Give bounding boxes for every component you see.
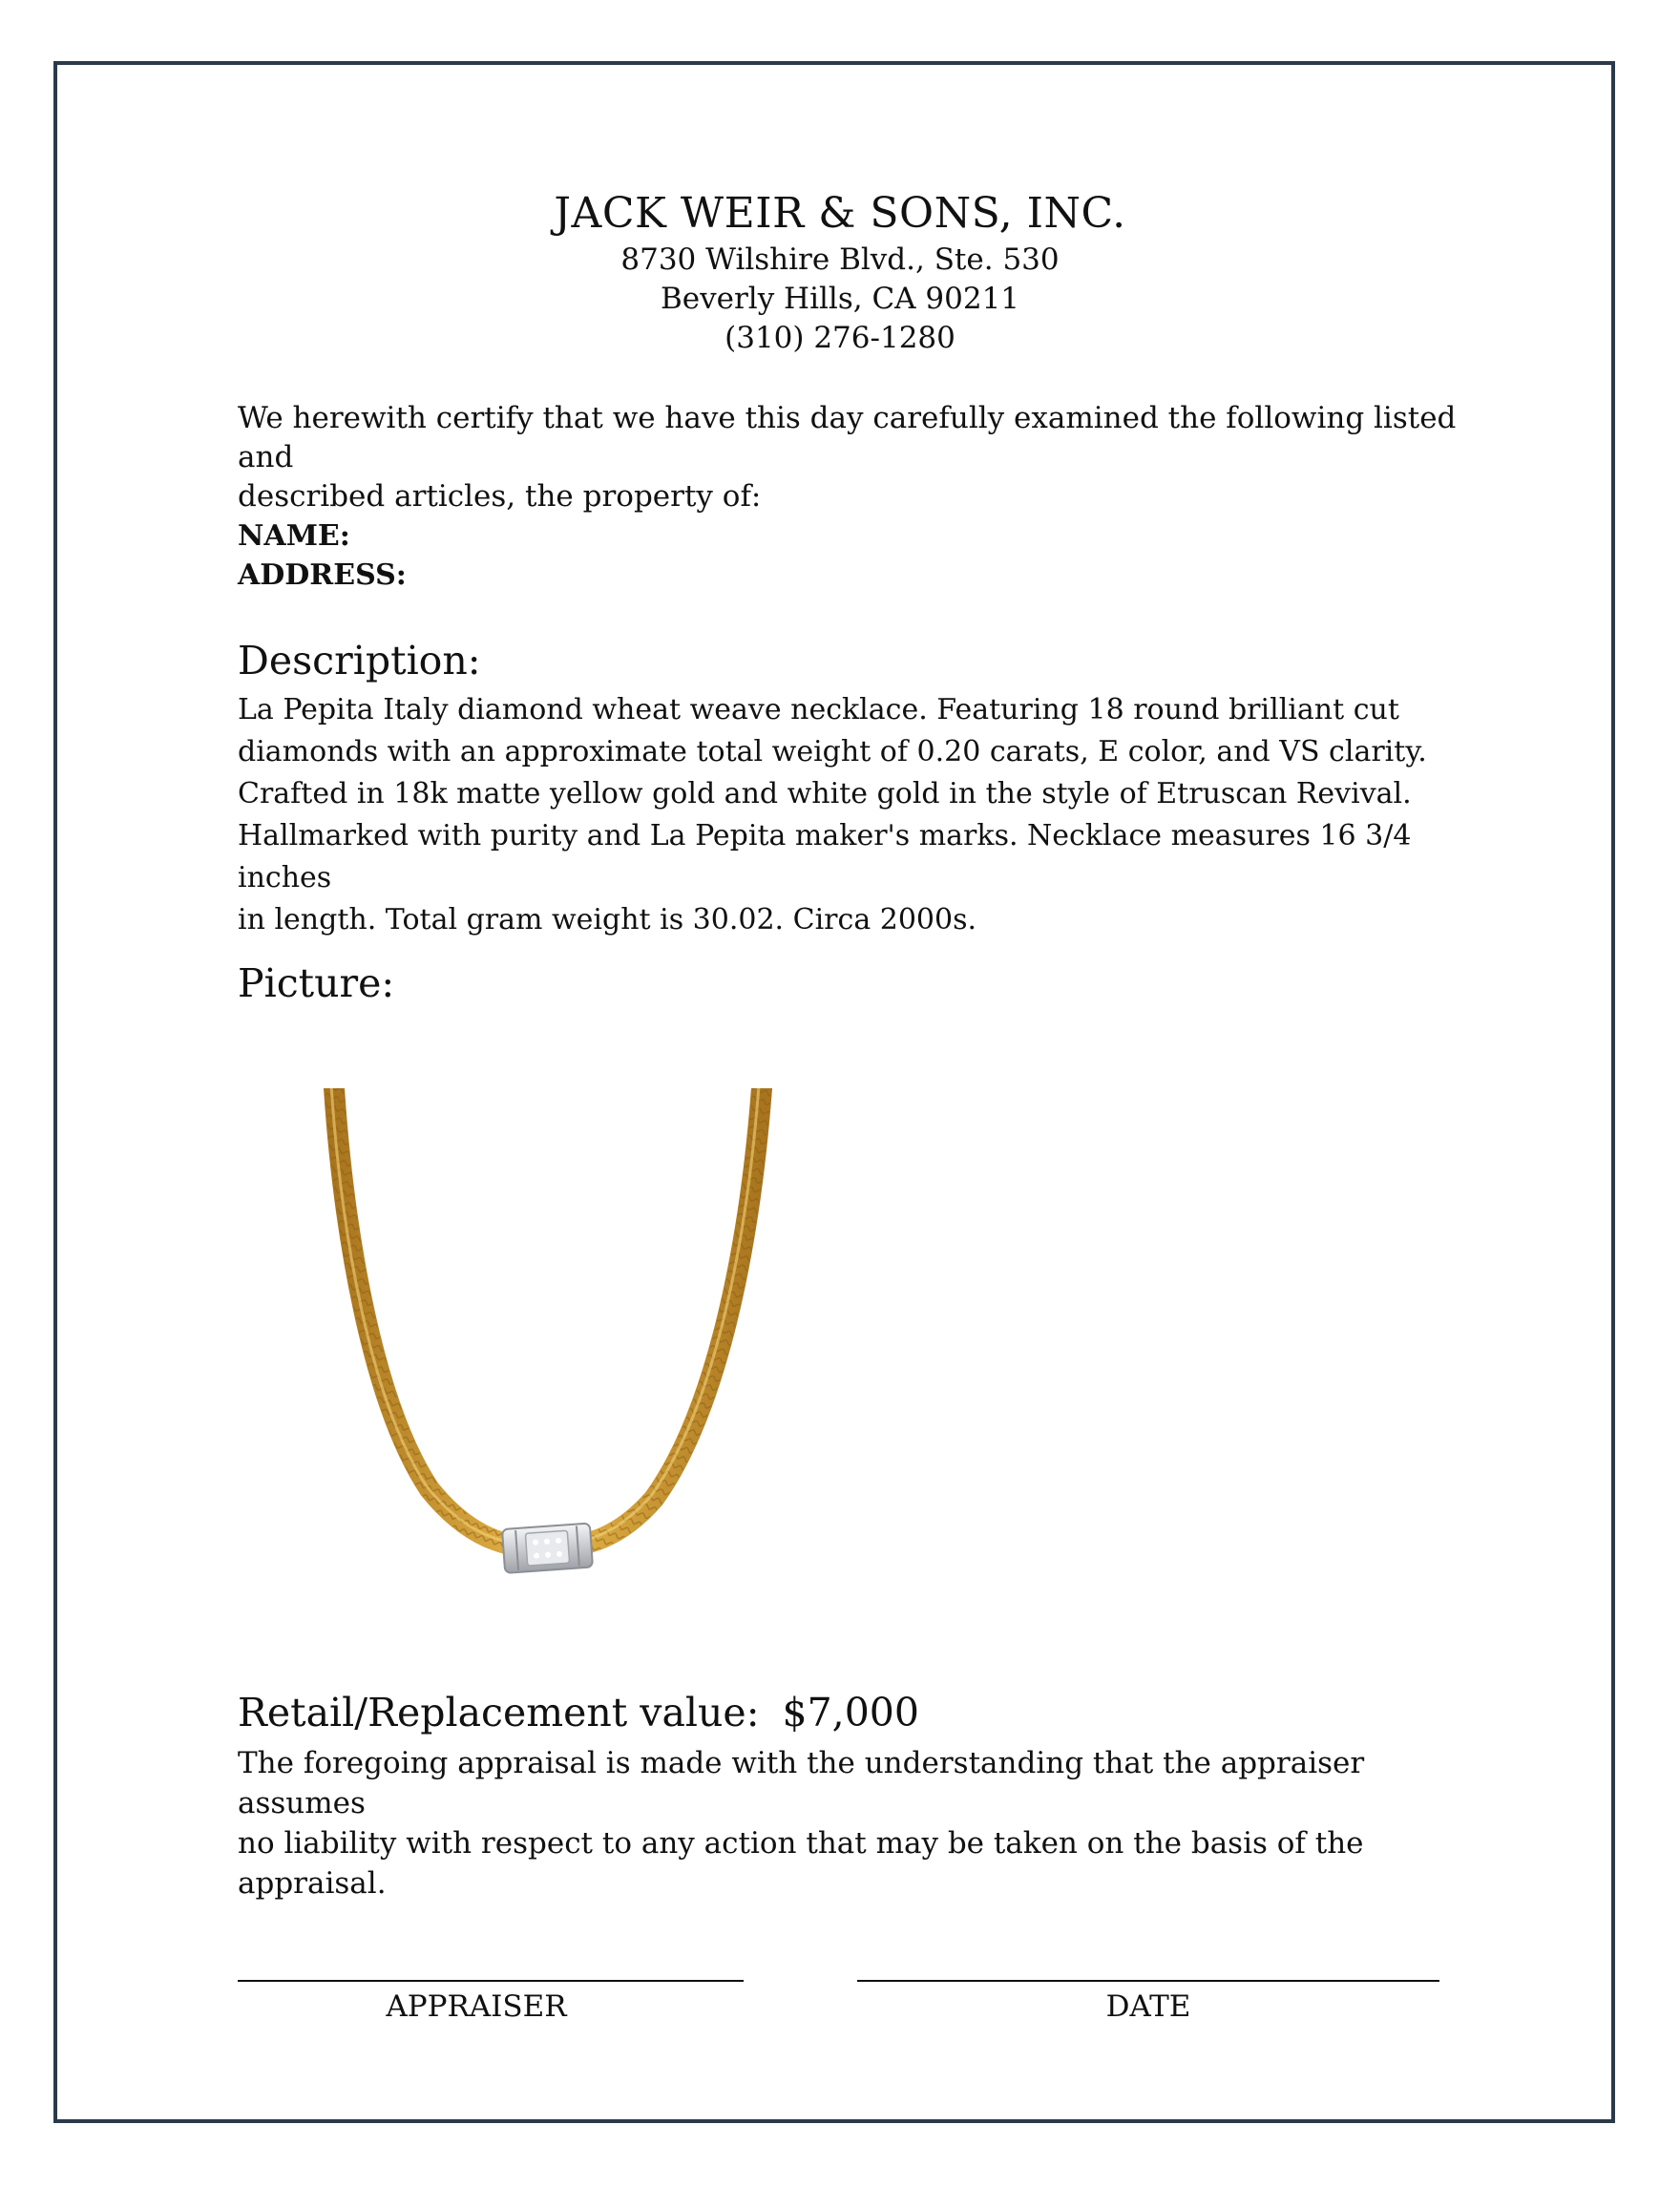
disclaimer-line-1: The foregoing appraisal is made with the understanding that the appraiser assumes: [238, 1746, 1365, 1820]
disclaimer-line-2: no liability with respect to any action that may be taken on the basis of the appraisal.: [238, 1826, 1364, 1901]
necklace-illustration: [315, 1088, 792, 1604]
description-line-1: La Pepita Italy diamond wheat weave necklace. Featuring 18 round brilliant cut: [238, 693, 1399, 726]
valuation-line: [238, 1688, 1479, 1737]
white-gold-clasp: [502, 1524, 593, 1573]
owner-fields: [238, 516, 1479, 595]
name-label: NAME:: [238, 519, 350, 553]
description-text: [238, 689, 1469, 941]
appraiser-label: APPRAISER: [386, 1989, 567, 2024]
disclaimer-text: [238, 1743, 1488, 1904]
company-name: JACK WEIR & SONS, INC.: [554, 189, 1126, 238]
company-header: [0, 187, 1680, 358]
necklace-photo: [315, 1088, 792, 1604]
appraiser-signature-line: [238, 1980, 744, 1982]
description-line-5: in length. Total gram weight is 30.02. Circa 2000s.: [238, 903, 977, 936]
description-heading: Description:: [238, 638, 481, 684]
intro-line-1: We herewith certify that we have this day carefully examined the following listed and: [238, 401, 1457, 474]
intro-line-2: described articles, the property of:: [238, 479, 762, 514]
company-address-line2: Beverly Hills, CA 90211: [660, 282, 1020, 316]
company-phone: (310) 276-1280: [724, 321, 956, 355]
valuation-label: Retail/Replacement value:: [238, 1690, 760, 1736]
picture-heading: Picture:: [238, 960, 395, 1006]
description-line-4: Hallmarked with purity and La Pepita maker's marks. Necklace measures 16 3/4 inches: [238, 819, 1412, 894]
date-label: DATE: [1105, 1989, 1191, 2024]
address-label: ADDRESS:: [238, 558, 407, 592]
chain-strand: [334, 1088, 762, 1548]
company-address-line1: 8730 Wilshire Blvd., Ste. 530: [620, 242, 1060, 277]
certification-statement: [238, 399, 1479, 516]
description-line-3: Crafted in 18k matte yellow gold and white gold in the style of Etruscan Revival.: [238, 777, 1412, 810]
date-signature-line: [857, 1980, 1439, 1982]
description-line-2: diamonds with an approximate total weight of 0.20 carats, E color, and VS clarity.: [238, 735, 1427, 768]
valuation-amount: $7,000: [782, 1690, 919, 1736]
